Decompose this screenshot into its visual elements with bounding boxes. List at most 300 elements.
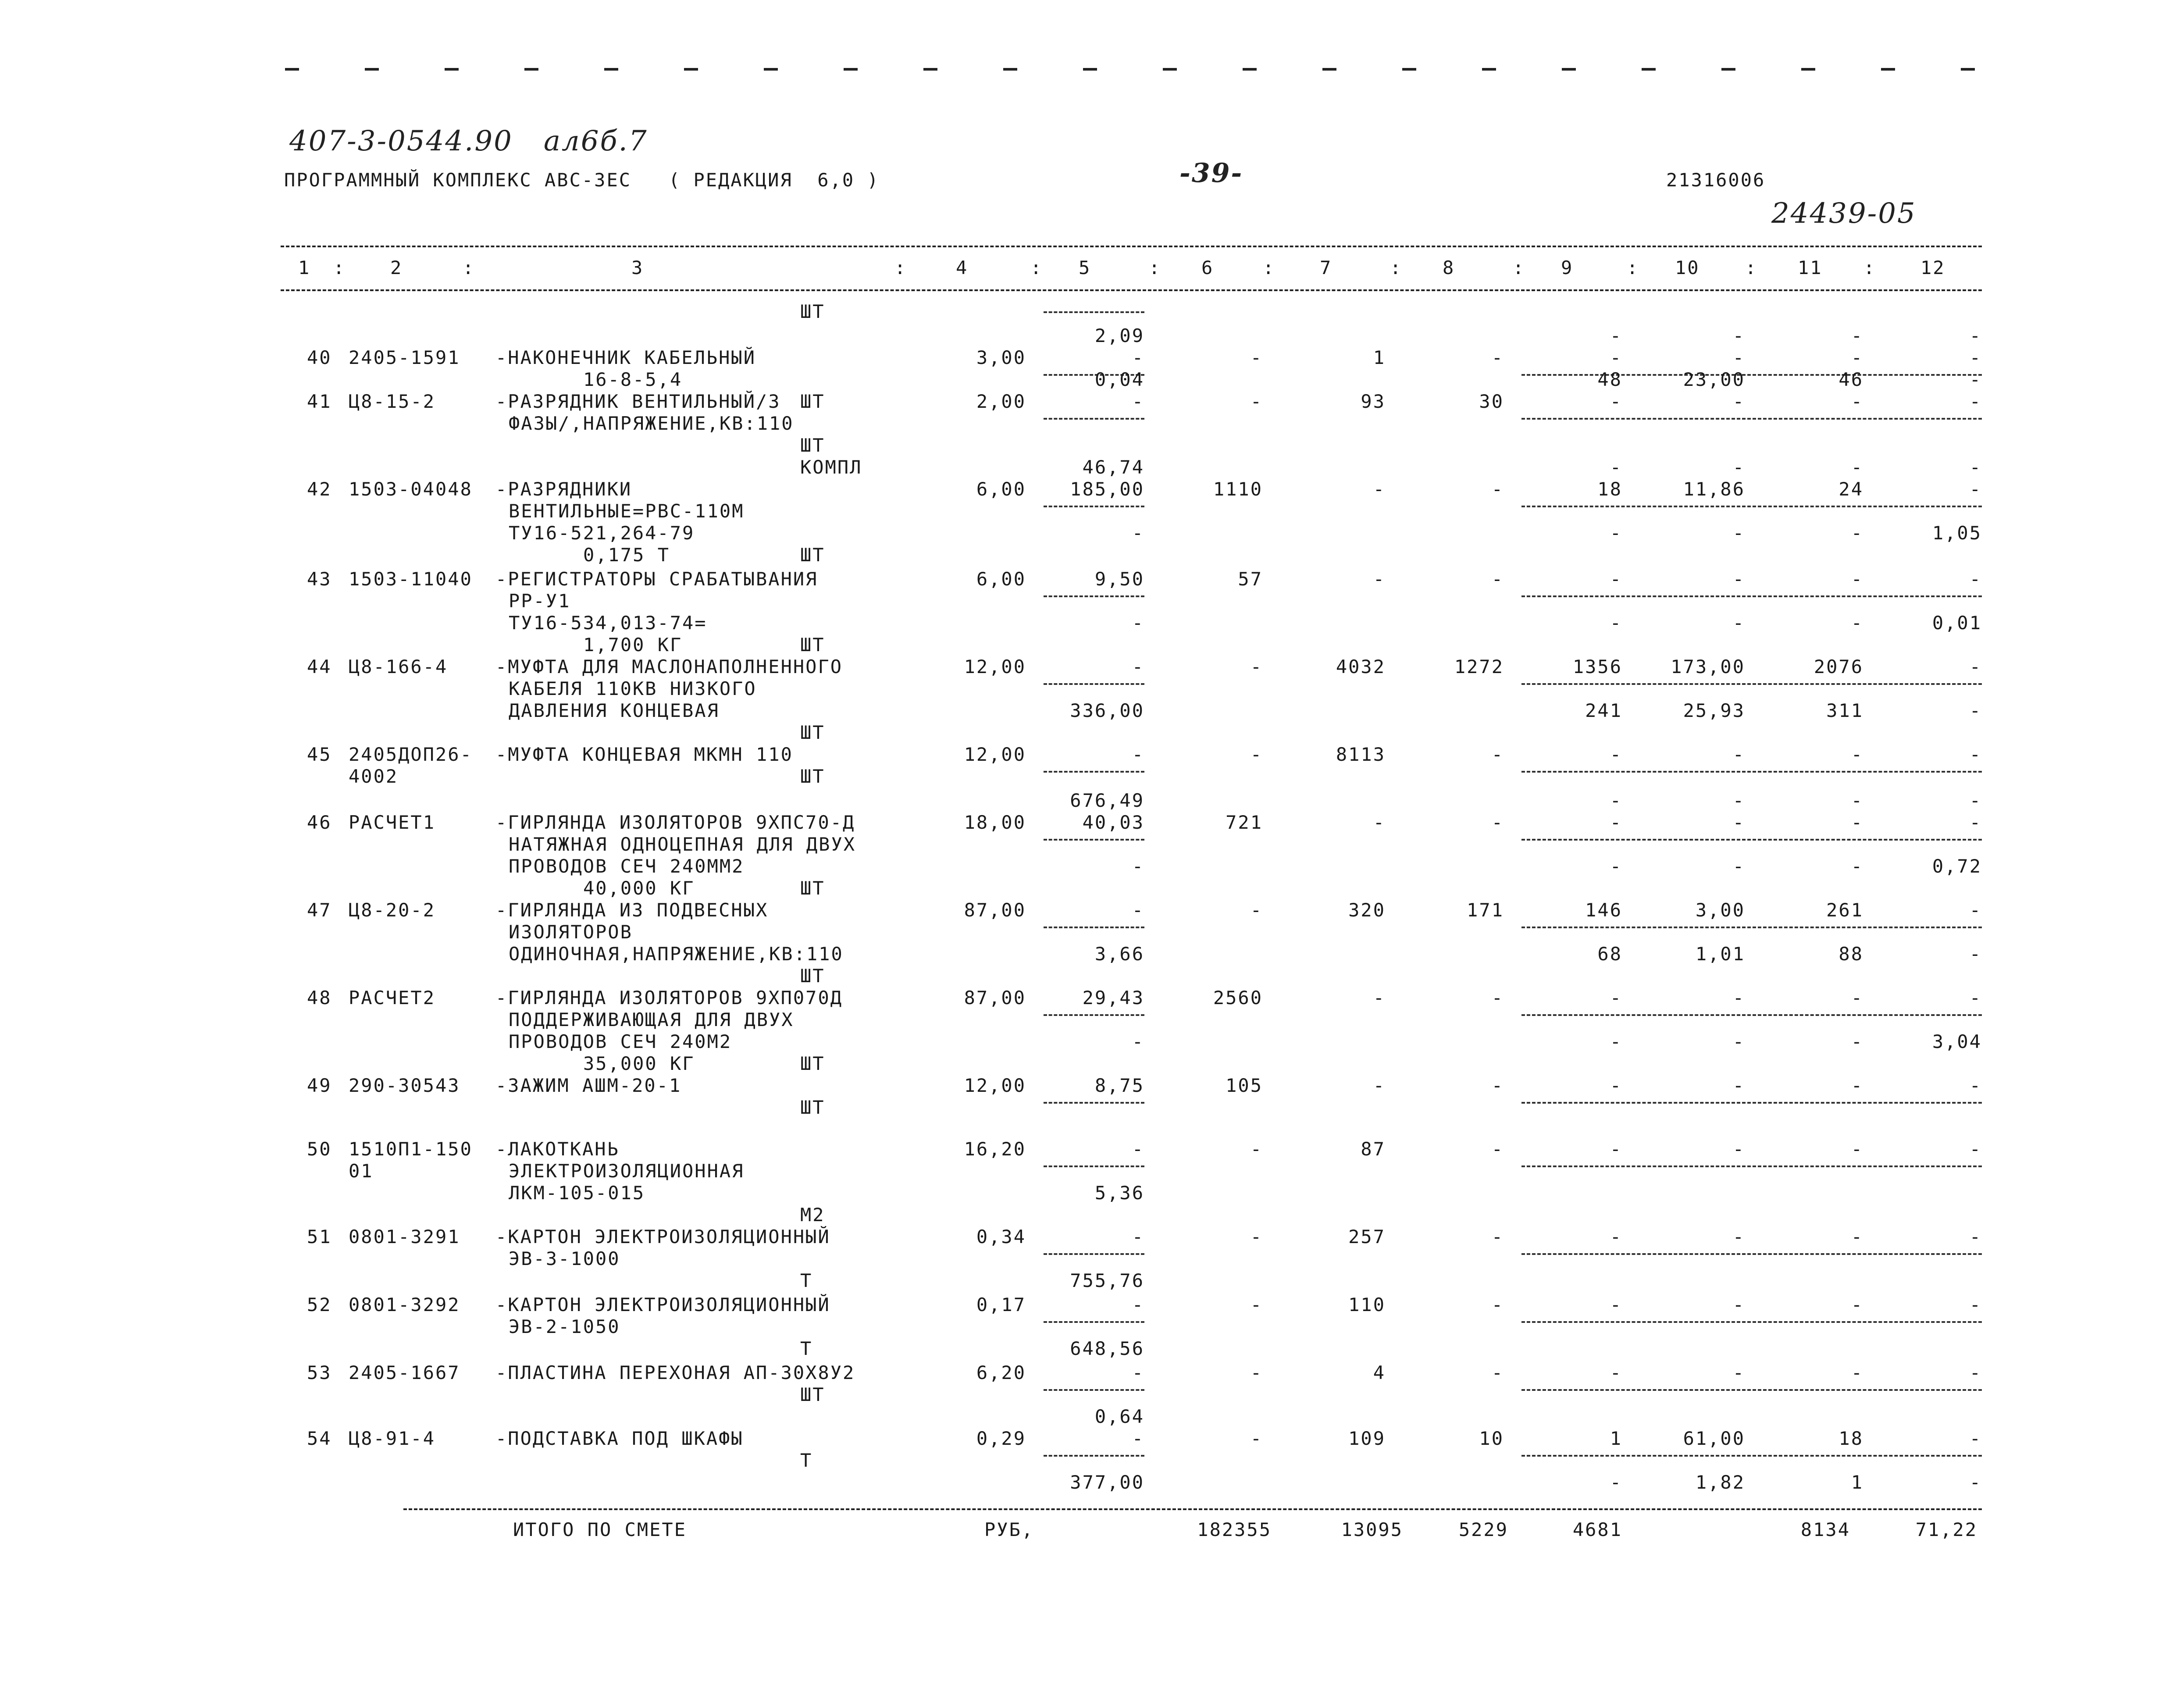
- col9-value: -: [1610, 790, 1622, 811]
- dash-mark: [285, 68, 299, 71]
- col9-value: 1356: [1572, 656, 1622, 677]
- quantity: 12,00: [964, 1075, 1026, 1096]
- header-rule-top: [281, 246, 1982, 247]
- col11-value: -: [1851, 568, 1863, 590]
- col5-value: 185,00: [1070, 478, 1144, 500]
- page-number: -39-: [1179, 158, 1243, 189]
- item-name: ЭЛЕКТРОИЗОЛЯЦИОННАЯ: [509, 1160, 745, 1182]
- col9-value: -: [1610, 1294, 1622, 1315]
- col9-value: -: [1610, 1075, 1622, 1096]
- total-rule: [403, 1508, 1982, 1510]
- col12-value: -: [1969, 790, 1982, 811]
- col11-value: -: [1851, 391, 1863, 412]
- col7-value: -: [1373, 478, 1386, 500]
- row-number: 41: [307, 391, 332, 412]
- col10-value: -: [1732, 987, 1745, 1009]
- col10-value: 173,00: [1671, 656, 1745, 677]
- col9-value: -: [1610, 522, 1622, 544]
- col6-value: -: [1250, 391, 1263, 412]
- col8-value: -: [1491, 1138, 1504, 1160]
- col5-value: 336,00: [1070, 700, 1144, 721]
- col5-value: -: [1132, 391, 1144, 412]
- col5-value: 46,74: [1082, 456, 1144, 478]
- item-name: 40,000 КГ: [583, 877, 695, 899]
- column-number: 2: [390, 257, 403, 278]
- cell-rule: [1044, 311, 1144, 313]
- item-name: -РЕГИСТРАТОРЫ СРАБАТЫВАНИЯ: [495, 568, 818, 590]
- col6-value: -: [1250, 899, 1263, 921]
- rate-code: Ц8-91-4: [349, 1428, 436, 1449]
- rate-code: 0801-3291: [349, 1226, 460, 1247]
- column-separator: :: [1745, 257, 1758, 278]
- quantity: 0,34: [976, 1226, 1026, 1247]
- col9-value: -: [1610, 568, 1622, 590]
- column-separator: :: [1627, 257, 1639, 278]
- total-unit: РУБ,: [984, 1519, 1034, 1540]
- item-name: ЛКМ-105-015: [509, 1182, 645, 1204]
- row-number: 40: [307, 347, 332, 368]
- col5-rule: [1044, 1253, 1144, 1255]
- unit-cell: ШТ: [800, 722, 825, 743]
- col6-value: -: [1250, 1362, 1263, 1383]
- unit-cell: ШТ: [800, 1097, 825, 1118]
- col8-value: -: [1491, 1075, 1504, 1096]
- rate-code: 2405ДОП26-: [349, 744, 473, 765]
- unit-cell: ШТ: [800, 877, 825, 899]
- col9-value: 146: [1585, 899, 1622, 921]
- item-name: -ГИРЛЯНДА ИЗОЛЯТОРОВ 9ХПС70-Д: [495, 812, 855, 833]
- col10-value: 11,86: [1683, 478, 1745, 500]
- item-name: ИЗОЛЯТОРОВ: [509, 921, 633, 943]
- col5-value: 3,66: [1094, 943, 1144, 965]
- item-name: ПОДДЕРЖИВАЮЩАЯ ДЛЯ ДВУХ: [509, 1009, 794, 1030]
- dash-mark: [1402, 68, 1416, 71]
- col5-value: -: [1132, 1362, 1144, 1383]
- col5-rule: [1044, 1014, 1144, 1016]
- item-name: ПРОВОДОВ СЕЧ 240ММ2: [509, 855, 745, 877]
- col11-value: 88: [1838, 943, 1863, 965]
- col6-value: -: [1250, 1428, 1263, 1449]
- column-number: 4: [956, 257, 969, 278]
- col11-value: -: [1851, 1226, 1863, 1247]
- column-separator: :: [1513, 257, 1525, 278]
- tier-rule: [1521, 418, 1982, 420]
- dash-mark: [1642, 68, 1656, 71]
- col5-value: -: [1132, 744, 1144, 765]
- col8-value: 171: [1467, 899, 1504, 921]
- item-name: -ГИРЛЯНДА ИЗОЛЯТОРОВ 9ХП070Д: [495, 987, 843, 1009]
- col12-value: -: [1969, 1362, 1982, 1383]
- col7-value: 320: [1348, 899, 1386, 921]
- col11-value: -: [1851, 812, 1863, 833]
- col10-value: 23,00: [1683, 369, 1745, 390]
- rate-code-cont: 01: [349, 1160, 374, 1182]
- col8-value: -: [1491, 347, 1504, 368]
- col9-value: -: [1610, 812, 1622, 833]
- dash-mark: [764, 68, 778, 71]
- col5-value: 0,64: [1094, 1406, 1144, 1427]
- column-separator: :: [1863, 257, 1876, 278]
- col12-value: 0,01: [1932, 612, 1982, 634]
- item-name: -КАРТОН ЭЛЕКТРОИЗОЛЯЦИОННЫЙ: [495, 1226, 830, 1247]
- col10-value: -: [1732, 347, 1745, 368]
- unit-cell: ШТ: [800, 435, 825, 456]
- row-number: 48: [307, 987, 332, 1009]
- col7-value: -: [1373, 987, 1386, 1009]
- col6-value: -: [1250, 347, 1263, 368]
- col5-rule: [1044, 1165, 1144, 1167]
- unit-cell: Т: [800, 1270, 813, 1291]
- tier-rule: [1521, 771, 1982, 773]
- col7-value: 109: [1348, 1428, 1386, 1449]
- tier-rule: [1521, 839, 1982, 841]
- item-name: -ЗАЖИМ АШМ-20-1: [495, 1075, 682, 1096]
- col6-value: -: [1250, 1226, 1263, 1247]
- col11-value: -: [1851, 522, 1863, 544]
- col12-value: -: [1969, 1472, 1982, 1493]
- col6-value: 105: [1226, 1075, 1263, 1096]
- col9-value: -: [1610, 347, 1622, 368]
- col9-value: 241: [1585, 700, 1622, 721]
- col12-value: 0,72: [1932, 855, 1982, 877]
- unit-cell: ШТ: [800, 634, 825, 656]
- col11-value: -: [1851, 347, 1863, 368]
- row-number: 46: [307, 812, 332, 833]
- dash-mark: [1801, 68, 1815, 71]
- item-name: -РАЗРЯДНИКИ: [495, 478, 632, 500]
- row-number: 50: [307, 1138, 332, 1160]
- col5-rule: [1044, 506, 1144, 507]
- col7-value: 257: [1348, 1226, 1386, 1247]
- column-number: 3: [631, 257, 644, 278]
- col5-rule: [1044, 927, 1144, 928]
- total-col11: 8134: [1800, 1519, 1850, 1540]
- rate-code: Ц8-20-2: [349, 899, 436, 921]
- item-name: 35,000 КГ: [583, 1053, 695, 1074]
- row-number: 51: [307, 1226, 332, 1247]
- unit-cell: ШТ: [800, 1053, 825, 1074]
- col11-value: 261: [1826, 899, 1863, 921]
- col5-value: -: [1132, 522, 1144, 544]
- col6-value: -: [1250, 744, 1263, 765]
- col5-value: 676,49: [1070, 790, 1144, 811]
- column-separator: :: [894, 257, 907, 278]
- col9-value: -: [1610, 612, 1622, 634]
- col12-value: 3,04: [1932, 1031, 1982, 1052]
- col12-value: -: [1969, 456, 1982, 478]
- col8-value: -: [1491, 812, 1504, 833]
- col5-rule: [1044, 418, 1144, 420]
- col12-value: -: [1969, 568, 1982, 590]
- col5-value: 40,03: [1082, 812, 1144, 833]
- column-separator: :: [1390, 257, 1403, 278]
- col11-value: -: [1851, 456, 1863, 478]
- col5-value: -: [1132, 1138, 1144, 1160]
- item-name: ЭВ-3-1000: [509, 1248, 620, 1269]
- column-number: 7: [1320, 257, 1332, 278]
- col11-value: -: [1851, 1362, 1863, 1383]
- row-number: 49: [307, 1075, 332, 1096]
- col5-value: 5,36: [1094, 1182, 1144, 1204]
- dash-mark: [1243, 68, 1257, 71]
- col7-value: 87: [1361, 1138, 1386, 1160]
- rate-code-cont: 4002: [349, 766, 399, 787]
- dash-mark: [1881, 68, 1895, 71]
- col5-value: -: [1132, 347, 1144, 368]
- col5-value: 29,43: [1082, 987, 1144, 1009]
- col11-value: -: [1851, 855, 1863, 877]
- col7-value: 1: [1373, 347, 1386, 368]
- total-col6: 182355: [1197, 1519, 1272, 1540]
- rate-code: 1510П1-150: [349, 1138, 473, 1160]
- col12-value: -: [1969, 1138, 1982, 1160]
- total-col12: 71,22: [1915, 1519, 1977, 1540]
- total-label: ИТОГО ПО СМЕТЕ: [513, 1519, 687, 1540]
- dash-mark: [1083, 68, 1097, 71]
- tier-rule: [1521, 1165, 1982, 1167]
- col8-value: 30: [1479, 391, 1504, 412]
- col11-value: -: [1851, 1294, 1863, 1315]
- col9-value: -: [1610, 1362, 1622, 1383]
- total-col8: 5229: [1458, 1519, 1508, 1540]
- column-separator: :: [1149, 257, 1161, 278]
- col12-value: -: [1969, 347, 1982, 368]
- row-number: 47: [307, 899, 332, 921]
- col11-value: -: [1851, 987, 1863, 1009]
- dash-mark: [1961, 68, 1975, 71]
- unit-cell: КОМПЛ: [800, 456, 862, 478]
- col10-value: 61,00: [1683, 1428, 1745, 1449]
- col9-value: 18: [1597, 478, 1622, 500]
- col11-value: 46: [1838, 369, 1863, 390]
- col10-value: -: [1732, 522, 1745, 544]
- col5-value: 648,56: [1070, 1338, 1144, 1359]
- col8-value: -: [1491, 568, 1504, 590]
- col11-value: -: [1851, 612, 1863, 634]
- row-number: 43: [307, 568, 332, 590]
- col12-value: -: [1969, 369, 1982, 390]
- tier-rule: [1521, 595, 1982, 597]
- item-name: 0,175 Т: [583, 544, 670, 566]
- rate-code: 2405-1591: [349, 347, 460, 368]
- dash-mark: [445, 68, 459, 71]
- dash-mark: [1721, 68, 1735, 71]
- col8-value: -: [1491, 1362, 1504, 1383]
- item-name: ФАЗЫ/,НАПРЯЖЕНИЕ,КВ:110: [509, 413, 794, 434]
- row-number: 42: [307, 478, 332, 500]
- quantity: 6,20: [976, 1362, 1026, 1383]
- col8-value: -: [1491, 744, 1504, 765]
- item-name: -РАЗРЯДНИК ВЕНТИЛЬНЫЙ/3: [495, 391, 781, 412]
- col10-value: -: [1732, 1075, 1745, 1096]
- item-name: -МУФТА ДЛЯ МАСЛОНАПОЛНЕННОГО: [495, 656, 843, 677]
- quantity: 87,00: [964, 987, 1026, 1009]
- col5-value: -: [1132, 656, 1144, 677]
- col12-value: -: [1969, 656, 1982, 677]
- item-name: -ГИРЛЯНДА ИЗ ПОДВЕСНЫХ: [495, 899, 769, 921]
- col12-value: -: [1969, 1226, 1982, 1247]
- col5-value: -: [1132, 612, 1144, 634]
- col12-value: -: [1969, 325, 1982, 346]
- handwritten-inventory: 24439-05: [1771, 197, 1917, 230]
- col10-value: -: [1732, 1362, 1745, 1383]
- doc-number: 21316006: [1666, 169, 1766, 191]
- col8-value: -: [1491, 1294, 1504, 1315]
- col10-value: 1,82: [1695, 1472, 1745, 1493]
- unit-cell: ШТ: [800, 544, 825, 566]
- rate-code: 2405-1667: [349, 1362, 460, 1383]
- col5-rule: [1044, 595, 1144, 597]
- col11-value: -: [1851, 1138, 1863, 1160]
- row-number: 52: [307, 1294, 332, 1315]
- col12-value: -: [1969, 700, 1982, 721]
- quantity: 2,00: [976, 391, 1026, 412]
- quantity: 6,00: [976, 478, 1026, 500]
- quantity: 87,00: [964, 899, 1026, 921]
- item-name: -НАКОНЕЧНИК КАБЕЛЬНЫЙ: [495, 347, 756, 368]
- item-name: -ПЛАСТИНА ПЕРЕХОНАЯ АП-30Х8У2: [495, 1362, 855, 1383]
- tier-rule: [1521, 1102, 1982, 1104]
- col10-value: -: [1732, 568, 1745, 590]
- tier-rule: [1521, 1455, 1982, 1457]
- unit-cell: ШТ: [800, 391, 825, 412]
- col5-rule: [1044, 1389, 1144, 1391]
- col10-value: -: [1732, 812, 1745, 833]
- total-col9: 4681: [1572, 1519, 1622, 1540]
- item-name: -МУФТА КОНЦЕВАЯ МКМН 110: [495, 744, 793, 765]
- col12-value: -: [1969, 391, 1982, 412]
- dash-mark: [1163, 68, 1177, 71]
- col11-value: 24: [1838, 478, 1863, 500]
- dash-mark: [365, 68, 379, 71]
- col5-value: -: [1132, 1294, 1144, 1315]
- col8-value: -: [1491, 478, 1504, 500]
- item-name: ОДИНОЧНАЯ,НАПРЯЖЕНИЕ,КВ:110: [509, 943, 844, 965]
- col9-value: -: [1610, 855, 1622, 877]
- rate-code: Ц8-166-4: [349, 656, 448, 677]
- item-name: 1,700 КГ: [583, 634, 683, 656]
- quantity: 6,00: [976, 568, 1026, 590]
- tier-rule: [1521, 1389, 1982, 1391]
- dash-mark: [1322, 68, 1336, 71]
- dash-mark: [604, 68, 618, 71]
- col8-value: -: [1491, 1226, 1504, 1247]
- dash-mark: [844, 68, 858, 71]
- item-name: ЭВ-2-1050: [509, 1316, 620, 1337]
- col7-value: 4: [1373, 1362, 1386, 1383]
- item-name: -КАРТОН ЭЛЕКТРОИЗОЛЯЦИОННЫЙ: [495, 1294, 830, 1315]
- col9-value: -: [1610, 391, 1622, 412]
- tier-rule: [1521, 1253, 1982, 1255]
- col10-value: 1,01: [1695, 943, 1745, 965]
- row-number: 45: [307, 744, 332, 765]
- col5-value: -: [1132, 1428, 1144, 1449]
- col10-value: 25,93: [1683, 700, 1745, 721]
- col7-value: 4032: [1336, 656, 1386, 677]
- handwritten-code: 407-3-0544.90 ал6б.7: [289, 125, 648, 157]
- col6-value: 2560: [1213, 987, 1263, 1009]
- item-name: 16-8-5,4: [583, 369, 683, 390]
- col7-value: -: [1373, 1075, 1386, 1096]
- dash-mark: [1482, 68, 1496, 71]
- tier-rule: [1521, 1321, 1982, 1323]
- row-number: 53: [307, 1362, 332, 1383]
- col12-value: -: [1969, 744, 1982, 765]
- col10-value: -: [1732, 1294, 1745, 1315]
- column-separator: :: [1030, 257, 1043, 278]
- rate-code: РАСЧЕТ2: [349, 987, 436, 1009]
- col12-value: -: [1969, 943, 1982, 965]
- col11-value: -: [1851, 1075, 1863, 1096]
- col5-value: 2,09: [1094, 325, 1144, 346]
- tier-rule: [1521, 927, 1982, 928]
- col5-rule: [1044, 1102, 1144, 1104]
- dash-mark: [923, 68, 937, 71]
- col9-value: -: [1610, 456, 1622, 478]
- col5-rule: [1044, 839, 1144, 841]
- col11-value: 2076: [1813, 656, 1863, 677]
- col11-value: -: [1851, 790, 1863, 811]
- unit-cell: Т: [800, 1338, 813, 1359]
- quantity: 0,29: [976, 1428, 1026, 1449]
- column-number: 10: [1675, 257, 1700, 278]
- quantity: 12,00: [964, 744, 1026, 765]
- header-rule-bottom: [281, 289, 1982, 291]
- dash-mark: [684, 68, 698, 71]
- rate-code: 1503-11040: [349, 568, 473, 590]
- item-name: НАТЯЖНАЯ ОДНОЦЕПНАЯ ДЛЯ ДВУХ: [509, 834, 856, 855]
- item-name: ПРОВОДОВ СЕЧ 240М2: [509, 1031, 732, 1052]
- col7-value: -: [1373, 812, 1386, 833]
- col5-value: 9,50: [1094, 568, 1144, 590]
- col5-rule: [1044, 771, 1144, 773]
- item-name: -ЛАКОТКАНЬ: [495, 1138, 620, 1160]
- col11-value: 311: [1826, 700, 1863, 721]
- col10-value: -: [1732, 456, 1745, 478]
- unit-cell: ШТ: [800, 301, 825, 322]
- dash-mark: [1562, 68, 1576, 71]
- rate-code: РАСЧЕТ1: [349, 812, 436, 833]
- col10-value: 3,00: [1695, 899, 1745, 921]
- col9-value: -: [1610, 325, 1622, 346]
- item-name: ДАВЛЕНИЯ КОНЦЕВАЯ: [509, 700, 720, 721]
- col5-rule: [1044, 1455, 1144, 1457]
- column-number: 12: [1920, 257, 1945, 278]
- col5-rule: [1044, 1321, 1144, 1323]
- col7-value: 93: [1361, 391, 1386, 412]
- col11-value: -: [1851, 1031, 1863, 1052]
- col5-value: -: [1132, 1226, 1144, 1247]
- col10-value: -: [1732, 612, 1745, 634]
- row-number: 54: [307, 1428, 332, 1449]
- item-name: РР-У1: [509, 590, 571, 612]
- col9-value: 1: [1610, 1428, 1622, 1449]
- unit-cell: ШТ: [800, 766, 825, 787]
- rate-code: 0801-3292: [349, 1294, 460, 1315]
- col11-value: 18: [1838, 1428, 1863, 1449]
- col8-value: -: [1491, 987, 1504, 1009]
- col10-value: -: [1732, 855, 1745, 877]
- col11-value: -: [1851, 744, 1863, 765]
- col9-value: 48: [1597, 369, 1622, 390]
- col9-value: 68: [1597, 943, 1622, 965]
- quantity: 18,00: [964, 812, 1026, 833]
- dash-mark: [1003, 68, 1017, 71]
- unit-cell: Т: [800, 1450, 813, 1471]
- col5-value: -: [1132, 855, 1144, 877]
- col9-value: -: [1610, 1031, 1622, 1052]
- column-separator: :: [333, 257, 346, 278]
